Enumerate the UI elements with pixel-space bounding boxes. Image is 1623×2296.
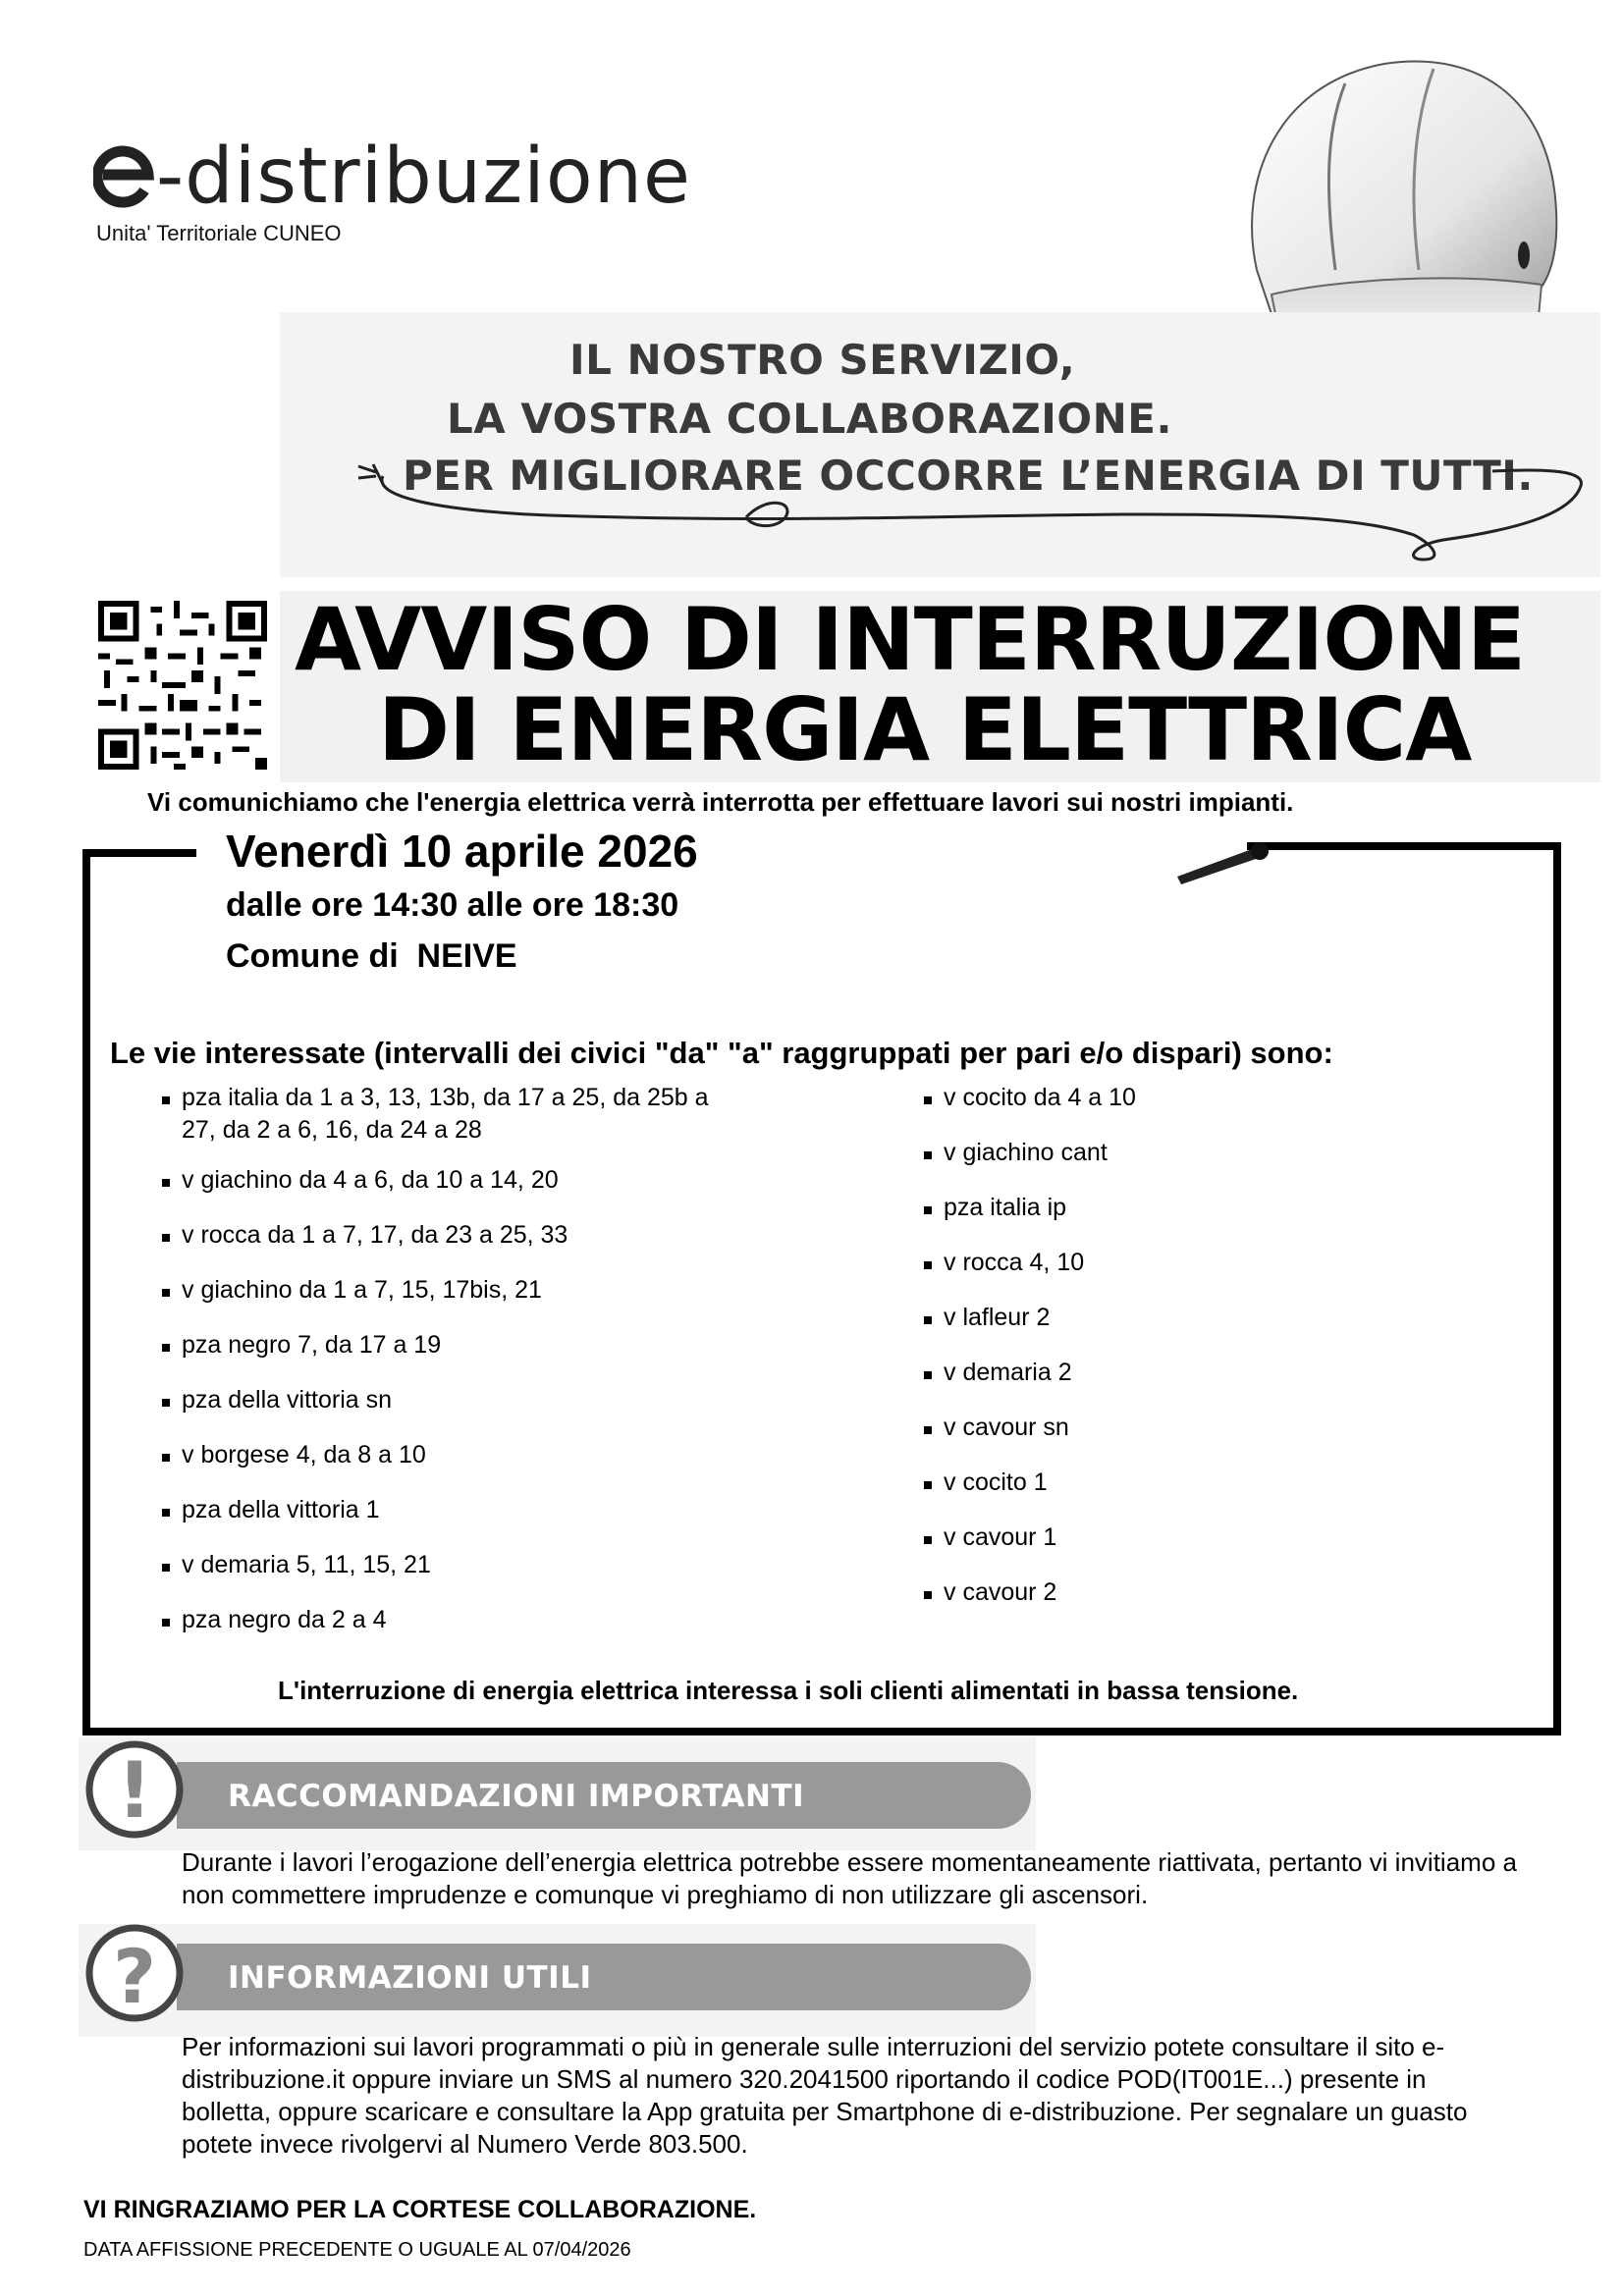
municipality: Comune di NEIVE bbox=[226, 937, 517, 975]
street-item: v giachino da 4 a 6, da 10 a 14, 20 bbox=[162, 1164, 722, 1197]
logo-letter: e bbox=[93, 145, 95, 146]
territorial-unit: Unita' Territoriale CUNEO bbox=[96, 221, 342, 245]
streets-heading: Le vie interessate (intervalli dei civici "da" "a" raggruppati per pari e/o dispari) sono: bbox=[110, 1036, 1333, 1070]
interruption-date: Venerdì 10 aprile 2026 bbox=[226, 826, 698, 877]
street-item: v giachino da 1 a 7, 15, 17bis, 21 bbox=[162, 1274, 722, 1307]
street-item: pza italia da 1 a 3, 13, 13b, da 17 a 25, da 25b a 27, da 2 a 6, 16, da 24 a 28 bbox=[162, 1082, 722, 1147]
power-cable-drawing bbox=[353, 456, 1591, 564]
street-item: pza della vittoria sn bbox=[162, 1384, 722, 1416]
logo-e-mark bbox=[93, 133, 156, 221]
frame-border-right bbox=[1553, 842, 1561, 1735]
recommendations-title: RACCOMANDAZIONI IMPORTANTI bbox=[228, 1779, 805, 1814]
street-item: v giachino cant bbox=[924, 1137, 1415, 1169]
logo-text: -distribuzione bbox=[156, 133, 691, 221]
frame-border-left bbox=[82, 849, 90, 1733]
info-title: INFORMAZIONI UTILI bbox=[228, 1960, 592, 1996]
street-item: v demaria 2 bbox=[924, 1357, 1415, 1389]
recommendations-text: Durante i lavori l’erogazione dell’energia elettrica potrebbe essere momentaneamente riattivata, pertanto vi invitiamo a non commettere imprudenze e comunque vi preghiamo di non utilizzare gli ascensori. bbox=[182, 1847, 1517, 1909]
question-symbol: ? bbox=[112, 1933, 157, 2020]
street-item: v rocca 4, 10 bbox=[924, 1247, 1415, 1279]
slogan-line-3: PER MIGLIORARE OCCORRE L’ENERGIA DI TUTTI. bbox=[403, 452, 1534, 500]
low-voltage-note: L'interruzione di energia elettrica interessa i soli clienti alimentati in bassa tensione. bbox=[278, 1676, 1299, 1705]
frame-border-top-left bbox=[82, 849, 196, 857]
logo-e-icon bbox=[93, 145, 156, 208]
slogan-line-2: LA VOSTRA COLLABORAZIONE. bbox=[447, 395, 1172, 443]
thanks-text: VI RINGRAZIAMO PER LA CORTESE COLLABORAZIONE. bbox=[83, 2196, 757, 2223]
e-distribuzione-logo bbox=[93, 133, 691, 221]
streets-list-left bbox=[162, 1082, 722, 1636]
street-item: v cocito da 4 a 10 bbox=[924, 1082, 1415, 1114]
frame-border-top-right bbox=[1247, 842, 1561, 850]
interruption-hours: dalle ore 14:30 alle ore 18:30 bbox=[226, 886, 679, 924]
street-item: v lafleur 2 bbox=[924, 1302, 1415, 1334]
flashlight-icon bbox=[1173, 829, 1281, 888]
frame-border-bottom bbox=[82, 1728, 1561, 1735]
street-item: pza della vittoria 1 bbox=[162, 1494, 722, 1526]
question-icon bbox=[83, 1922, 187, 2025]
street-item: pza italia ip bbox=[924, 1192, 1415, 1224]
warning-icon bbox=[83, 1738, 187, 1842]
street-item: v borgese 4, da 8 a 10 bbox=[162, 1439, 722, 1471]
street-item: pza negro 7, da 17 a 19 bbox=[162, 1329, 722, 1362]
street-item: pza negro da 2 a 4 bbox=[162, 1604, 722, 1636]
street-item: v demaria 5, 11, 15, 21 bbox=[162, 1549, 722, 1581]
street-item: v cocito 1 bbox=[924, 1467, 1415, 1499]
street-item: v rocca da 1 a 7, 17, da 23 a 25, 33 bbox=[162, 1219, 722, 1252]
street-item: v cavour 2 bbox=[924, 1576, 1415, 1609]
intro-text: Vi comunichiamo che l'energia elettrica verrà interrotta per effettuare lavori sui nostri impianti. bbox=[147, 787, 1294, 817]
street-item: v cavour 1 bbox=[924, 1522, 1415, 1554]
notice-title-line-2: DI ENERGIA ELETTRICA bbox=[378, 679, 1472, 780]
info-text: Per informazioni sui lavori programmati o più in generale sulle interruzioni del servizio potete consultare il sito e-distribuzione.it oppure inviare un SMS al numero 320.2041500 riportando il codice POD(IT001E...) presente in bolletta, oppure scaricare e consultare la App gratuita per Smartphone di e-distribuzione. Per segnalare un guasto potete invece rivolgervi al Numero Verde 803.500. bbox=[182, 2032, 1468, 2159]
streets-list-right bbox=[924, 1082, 1415, 1609]
street-item: v cavour sn bbox=[924, 1412, 1415, 1444]
posting-date: DATA AFFISSIONE PRECEDENTE O UGUALE AL 07/04/2026 bbox=[83, 2239, 631, 2261]
qr-code-icon bbox=[98, 601, 267, 770]
notice-title-line-1: AVVISO DI INTERRUZIONE bbox=[295, 589, 1525, 690]
warning-symbol: ! bbox=[117, 1747, 152, 1836]
slogan-line-1: IL NOSTRO SERVIZIO, bbox=[569, 336, 1076, 384]
